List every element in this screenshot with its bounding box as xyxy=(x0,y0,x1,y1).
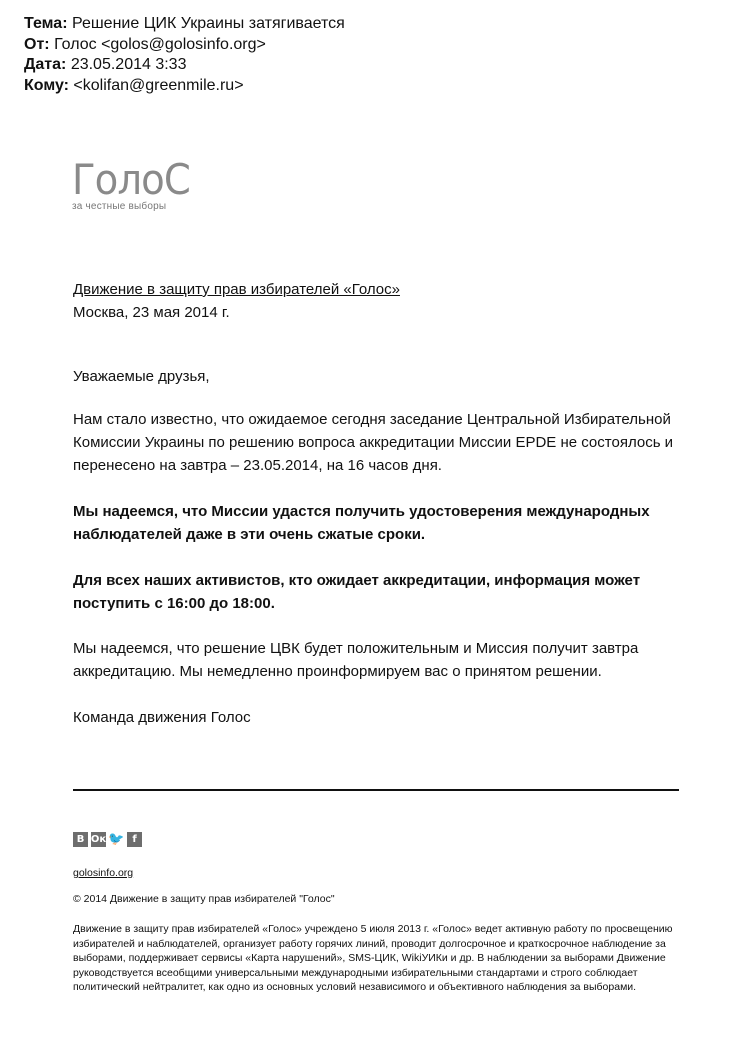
greeting: Уважаемые друзья, xyxy=(73,368,210,385)
copyright: © 2014 Движение в защиту прав избирателей "Голос" xyxy=(73,893,335,905)
signature: Команда движения Голос xyxy=(73,709,251,726)
about-text: Движение в защиту прав избирателей «Голос» учреждено 5 июля 2013 г. «Голос» ведет активную работу по просвещению избирателей и наблюдателей, организует работу горячих линий, проводит долгосрочное и краткосрочное наблюдение за выборами, поддерживает сервисы «Карта нарушений», SMS-ЦИК, WikiУИКи и др. В наблюдении за выборами Движение руководствуется всеобщими универсальными международными избирательными стандартами и строго соблюдает политический нейтралитет, как одно из основных условий независимого и объективного наблюдения за выборами. xyxy=(73,923,673,993)
divider xyxy=(73,789,679,791)
recipient: <kolifan@greenmile.ru> xyxy=(73,76,244,94)
facebook-icon[interactable]: f xyxy=(127,832,142,847)
date-line: Дата: 23.05.2014 3:33 xyxy=(24,56,187,73)
odnoklassniki-icon[interactable]: Ок xyxy=(90,834,107,845)
twitter-icon[interactable]: 🐦 xyxy=(108,832,125,847)
social-links xyxy=(73,832,142,847)
paragraph-1: Нам стало известно, что ожидаемое сегодня заседание Центральной Избирательной Комиссии Украины по решению вопроса аккредитации Миссии EPDE не состоялось и перенесено на завтра – 23.05.2014, на 16 часов дня. xyxy=(73,411,674,474)
subject: Решение ЦИК Украины затягивается xyxy=(71,15,345,32)
paragraph-4: Мы надеемся, что решение ЦВК будет положительным и Миссия получит завтра аккредитацию. Мы немедленно проинформируем вас о принятом решении. xyxy=(73,640,639,680)
vk-icon[interactable]: В xyxy=(73,832,88,847)
paragraph-2: Мы надеемся, что Миссии удастся получить удостоверения международных наблюдателей даже в эти очень сжатые сроки. xyxy=(73,503,650,543)
logo-wordmark: ГолоС xyxy=(72,155,190,204)
place-date: Москва, 23 мая 2014 г. xyxy=(73,304,230,321)
logo-tagline: за честные выборы xyxy=(72,201,167,212)
date: 23.05.2014 3:33 xyxy=(70,56,187,73)
golos-logo xyxy=(72,155,200,212)
sender: Голос <golos@golosinfo.org> xyxy=(54,35,266,53)
to-line: Кому: <kolifan@greenmile.ru> xyxy=(24,76,244,94)
site-link[interactable]: golosinfo.org xyxy=(73,867,134,879)
from-line: От: Голос <golos@golosinfo.org> xyxy=(24,35,266,53)
email-header xyxy=(24,14,345,96)
org-link[interactable]: Движение в защиту прав избирателей «Голос» xyxy=(73,281,400,298)
paragraph-3: Для всех наших активистов, кто ожидает аккредитации, информация может поступить с 16:00 до 18:00. xyxy=(73,572,641,612)
subject-line: Тема: Решение ЦИК Украины затягивается xyxy=(24,15,345,32)
